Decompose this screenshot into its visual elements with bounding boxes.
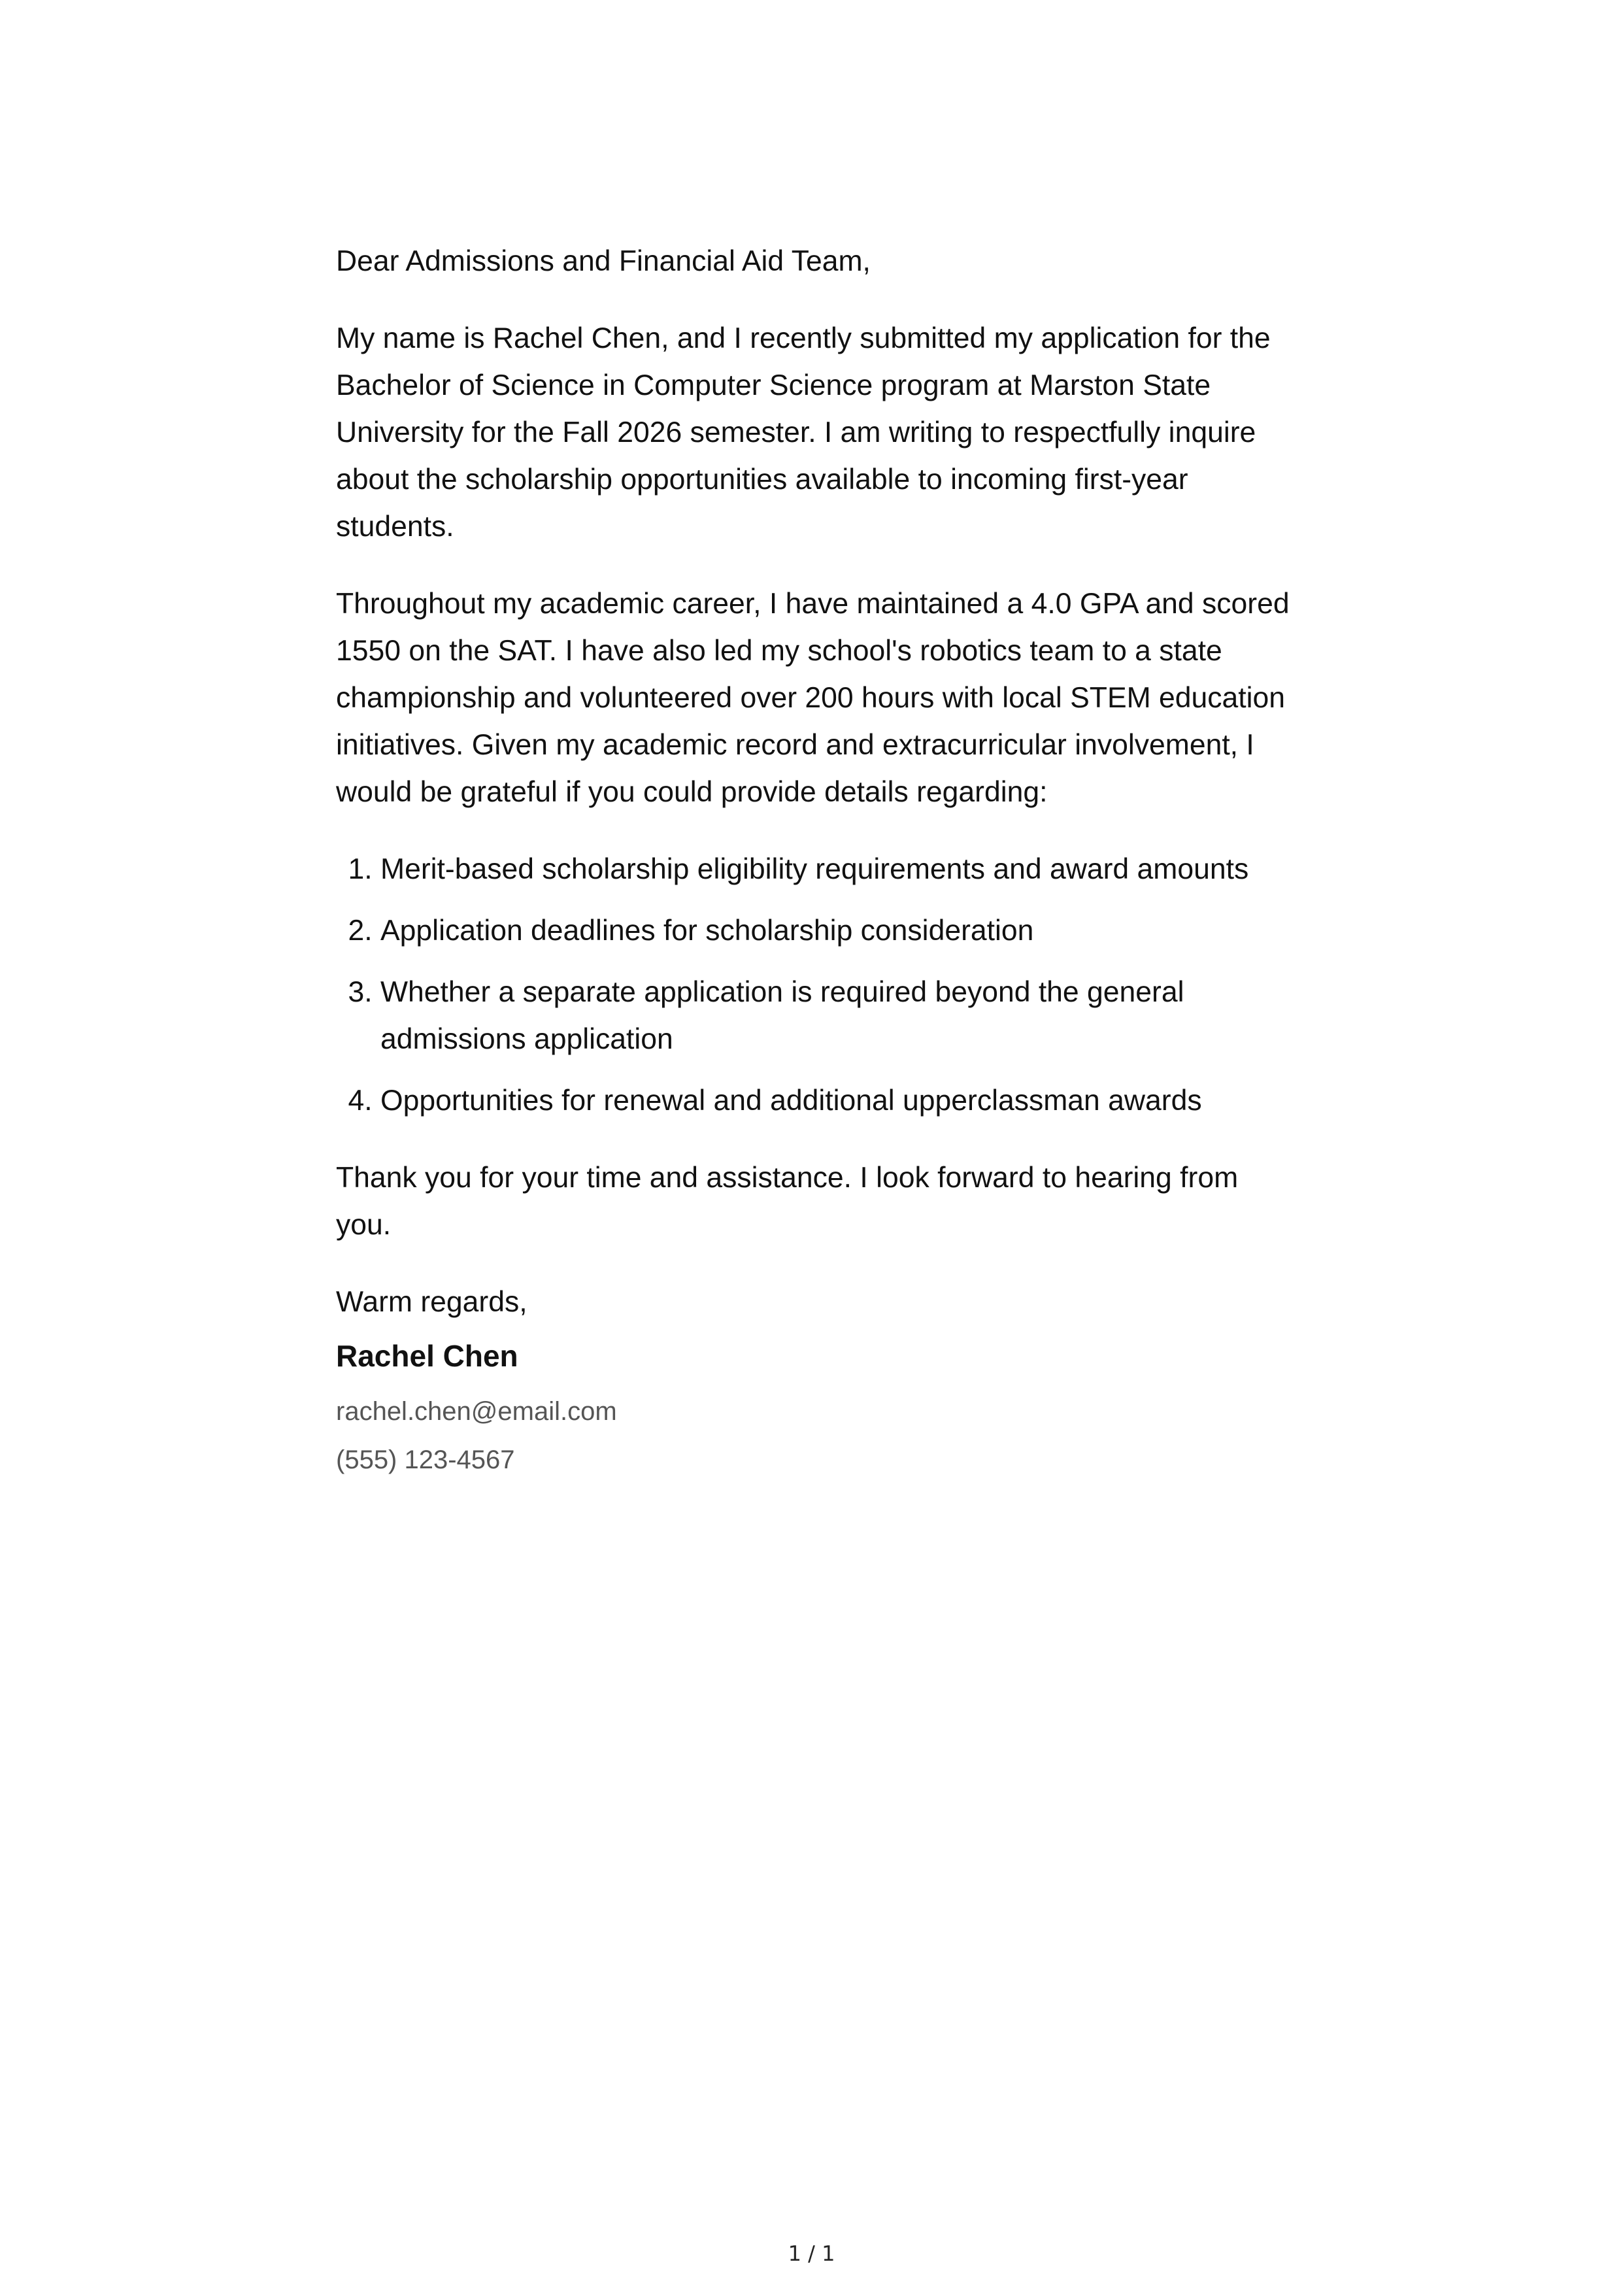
contact-email: rachel.chen@email.com: [336, 1397, 617, 1426]
contact-phone: (555) 123-4567: [336, 1445, 515, 1474]
request-list-item: 3. Whether a separate application is required beyond the general admissions application: [380, 969, 1297, 1063]
closing: Warm regards,: [336, 1286, 527, 1318]
request-list-item: 4. Opportunities for renewal and additional upperclassman awards: [380, 1077, 1297, 1124]
letter-body: [336, 238, 1297, 1484]
signer-name: Rachel Chen: [336, 1339, 518, 1373]
request-list: [336, 846, 1297, 1124]
paragraph-introduction: My name is Rachel Chen, and I recently submitted my application for the Bachelor of Science in Computer Science program at Marston State University for the Fall 2026 semester. I am writing to respectfully inquire about the scholarship opportunities available to incoming first-year students.: [336, 322, 1271, 543]
paragraph-qualifications: Throughout my academic career, I have maintained a 4.0 GPA and scored 1550 on the SAT. I have also led my school's robotics team to a state championship and volunteered over 200 hours with local STEM education initiatives. Given my academic record and extracurricular involvement, I would be grateful if you could provide details regarding:: [336, 588, 1290, 808]
paragraph-thanks: Thank you for your time and assistance. I look forward to hearing from you.: [336, 1162, 1239, 1241]
request-list-item: 1. Merit-based scholarship eligibility requirements and award amounts: [380, 846, 1297, 893]
salutation: Dear Admissions and Financial Aid Team,: [336, 245, 871, 277]
page-number: 1 / 1: [788, 2241, 835, 2266]
request-list-item: 2. Application deadlines for scholarship consideration: [380, 907, 1297, 954]
